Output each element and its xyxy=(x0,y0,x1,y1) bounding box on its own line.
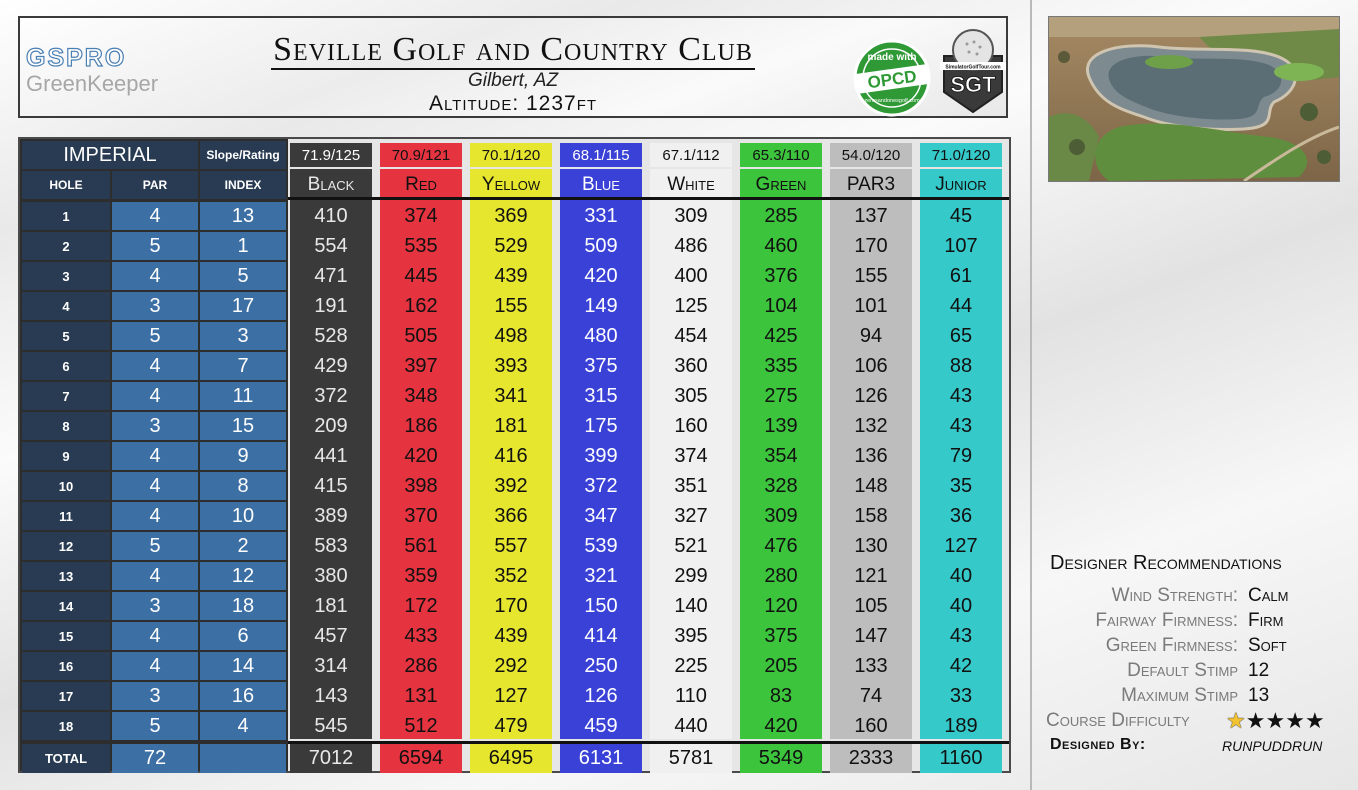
yardage-cell: 374 xyxy=(404,204,438,227)
yardage-cell: 133 xyxy=(854,654,888,677)
yardage-cell: 94 xyxy=(859,324,883,347)
yardage-cell: 583 xyxy=(314,534,348,557)
index-cell: 7 xyxy=(200,352,286,380)
difficulty-star-icon: ★ xyxy=(1245,708,1266,733)
yardage-cell: 309 xyxy=(674,204,708,227)
recommendation-value: 13 xyxy=(1248,685,1270,706)
yardage-cell: 521 xyxy=(674,534,708,557)
yardage-cell: 189 xyxy=(944,714,978,737)
scorecard-table xyxy=(18,137,1011,773)
yardage-cell: 191 xyxy=(314,294,348,317)
yardage-cell: 126 xyxy=(584,684,618,707)
index-cell: 14 xyxy=(200,652,286,680)
yardage-cell: 471 xyxy=(314,264,348,287)
yardage-cell: 45 xyxy=(949,204,973,227)
hole-number-cell: 9 xyxy=(22,442,110,470)
yardage-cell: 149 xyxy=(584,294,618,317)
yardage-cell: 83 xyxy=(769,684,793,707)
yardage-cell: 366 xyxy=(494,504,528,527)
yardage-cell: 393 xyxy=(494,354,528,377)
total-label: TOTAL xyxy=(22,744,110,773)
yardage-cell: 415 xyxy=(314,474,348,497)
yardage-cell: 441 xyxy=(314,444,348,467)
yardage-cell: 354 xyxy=(764,444,798,467)
yardage-cell: 120 xyxy=(764,594,798,617)
index-cell: 18 xyxy=(200,592,286,620)
tee-total-black: 7012 xyxy=(290,744,372,773)
tee-rating-par3: 54.0/120 xyxy=(830,143,912,167)
yardage-cell: 286 xyxy=(404,654,438,677)
yardage-cell: 107 xyxy=(944,234,978,257)
panel-divider xyxy=(1030,0,1032,790)
yardage-cell: 512 xyxy=(404,714,438,737)
yardage-cell: 280 xyxy=(764,564,798,587)
index-cell: 15 xyxy=(200,412,286,440)
tee-total-blue: 6131 xyxy=(560,744,642,773)
yardage-cell: 539 xyxy=(584,534,618,557)
yardage-cell: 275 xyxy=(764,384,798,407)
recommendation-label: Green Firmness: xyxy=(1105,635,1238,656)
tee-rating-red: 70.9/121 xyxy=(380,143,462,167)
yardage-cell: 420 xyxy=(584,264,618,287)
yardage-cell: 106 xyxy=(854,354,888,377)
difficulty-star-icon: ★ xyxy=(1265,708,1286,733)
yardage-cell: 425 xyxy=(764,324,798,347)
yardage-cell: 375 xyxy=(764,624,798,647)
yardage-cell: 172 xyxy=(404,594,438,617)
yardage-cell: 372 xyxy=(584,474,618,497)
yardage-cell: 36 xyxy=(949,504,973,527)
yardage-cell: 535 xyxy=(404,234,438,257)
tee-total-yellow: 6495 xyxy=(470,744,552,773)
recommendation-label: Default Stimp xyxy=(1127,660,1238,681)
yardage-cell: 105 xyxy=(854,594,888,617)
slope-rating-label: Slope/Rating xyxy=(200,141,286,169)
yardage-cell: 397 xyxy=(404,354,438,377)
index-column-header: INDEX xyxy=(200,171,286,199)
yardage-cell: 445 xyxy=(404,264,438,287)
yardage-cell: 554 xyxy=(314,234,348,257)
yardage-cell: 132 xyxy=(854,414,888,437)
yardage-cell: 209 xyxy=(314,414,348,437)
yardage-cell: 205 xyxy=(764,654,798,677)
yardage-cell: 410 xyxy=(314,204,348,227)
opcd-logo xyxy=(848,38,936,118)
tee-total-rule xyxy=(288,741,1009,744)
hole-number-cell: 4 xyxy=(22,292,110,320)
index-cell: 8 xyxy=(200,472,286,500)
yardage-cell: 335 xyxy=(764,354,798,377)
sgt-logo xyxy=(938,26,1008,114)
par-cell: 4 xyxy=(112,442,198,470)
par-cell: 3 xyxy=(112,592,198,620)
hole-number-cell: 15 xyxy=(22,622,110,650)
yardage-cell: 476 xyxy=(764,534,798,557)
yardage-cell: 150 xyxy=(584,594,618,617)
yardage-cell: 130 xyxy=(854,534,888,557)
yardage-cell: 439 xyxy=(494,624,528,647)
hole-number-cell: 6 xyxy=(22,352,110,380)
yardage-cell: 43 xyxy=(949,624,973,647)
yardage-cell: 347 xyxy=(584,504,618,527)
yardage-cell: 126 xyxy=(854,384,888,407)
yardage-cell: 439 xyxy=(494,264,528,287)
par-cell: 4 xyxy=(112,622,198,650)
sgt-top-text: SimulatorGolfTour.com xyxy=(945,64,1001,71)
index-cell: 11 xyxy=(200,382,286,410)
yardage-cell: 131 xyxy=(404,684,438,707)
yardage-cell: 395 xyxy=(674,624,708,647)
yardage-cell: 225 xyxy=(674,654,708,677)
yardage-cell: 42 xyxy=(949,654,973,677)
yardage-cell: 305 xyxy=(674,384,708,407)
tee-total-par3: 2333 xyxy=(830,744,912,773)
yardage-cell: 486 xyxy=(674,234,708,257)
recommendations-list xyxy=(1042,583,1342,708)
tee-name-yellow: Yellow xyxy=(481,174,541,195)
par-cell: 3 xyxy=(112,412,198,440)
yardage-cell: 127 xyxy=(944,534,978,557)
yardage-cell: 360 xyxy=(674,354,708,377)
yardage-cell: 136 xyxy=(854,444,888,467)
tee-rating-green: 65.3/110 xyxy=(740,143,822,167)
par-cell: 5 xyxy=(112,532,198,560)
yardage-cell: 479 xyxy=(494,714,528,737)
recommendations-title: Designer Recommendations xyxy=(1050,552,1282,574)
yardage-cell: 181 xyxy=(314,594,348,617)
yardage-cell: 127 xyxy=(494,684,528,707)
yardage-cell: 341 xyxy=(494,384,528,407)
tee-name-white: White xyxy=(667,174,715,195)
yardage-cell: 104 xyxy=(764,294,798,317)
hole-number-cell: 7 xyxy=(22,382,110,410)
greenkeeper-logo-text: GreenKeeper xyxy=(26,71,159,96)
opcd-top-text: made with xyxy=(867,52,917,63)
yardage-cell: 374 xyxy=(674,444,708,467)
yardage-cell: 392 xyxy=(494,474,528,497)
yardage-cell: 137 xyxy=(854,204,888,227)
hole-number-cell: 17 xyxy=(22,682,110,710)
hole-column-header: HOLE xyxy=(22,171,110,199)
hole-number-cell: 16 xyxy=(22,652,110,680)
hole-number-cell: 14 xyxy=(22,592,110,620)
tee-name-junior: Junior xyxy=(935,174,987,195)
recommendation-row xyxy=(1042,658,1342,683)
index-cell: 1 xyxy=(200,232,286,260)
yardage-cell: 321 xyxy=(584,564,618,587)
difficulty-stars xyxy=(1226,708,1325,734)
yardage-cell: 370 xyxy=(404,504,438,527)
yardage-cell: 125 xyxy=(674,294,708,317)
par-cell: 4 xyxy=(112,562,198,590)
yardage-cell: 389 xyxy=(314,504,348,527)
yardage-cell: 250 xyxy=(584,654,618,677)
tee-name-green: Green xyxy=(755,174,807,195)
yardage-cell: 416 xyxy=(494,444,528,467)
yardage-cell: 433 xyxy=(404,624,438,647)
yardage-cell: 454 xyxy=(674,324,708,347)
yardage-cell: 498 xyxy=(494,324,528,347)
yardage-cell: 315 xyxy=(584,384,618,407)
par-cell: 4 xyxy=(112,382,198,410)
yardage-cell: 369 xyxy=(494,204,528,227)
tee-rating-blue: 68.1/115 xyxy=(560,143,642,167)
yardage-cell: 376 xyxy=(764,264,798,287)
yardage-cell: 170 xyxy=(494,594,528,617)
hole-number-cell: 13 xyxy=(22,562,110,590)
tee-name-red: Red xyxy=(405,174,437,195)
par-cell: 5 xyxy=(112,232,198,260)
recommendation-value: 12 xyxy=(1248,660,1270,681)
tee-total-white: 5781 xyxy=(650,744,732,773)
yardage-cell: 101 xyxy=(854,294,888,317)
tee-total-green: 5349 xyxy=(740,744,822,773)
hole-number-cell: 3 xyxy=(22,262,110,290)
yardage-cell: 139 xyxy=(764,414,798,437)
designer-name: RUNPUDDRUN xyxy=(1222,738,1323,754)
tee-rating-junior: 71.0/120 xyxy=(920,143,1002,167)
tee-total-red: 6594 xyxy=(380,744,462,773)
yardage-cell: 372 xyxy=(314,384,348,407)
yardage-cell: 44 xyxy=(949,294,973,317)
recommendation-label: Wind Strength: xyxy=(1111,585,1238,606)
tee-rating-black: 71.9/125 xyxy=(290,143,372,167)
yardage-cell: 328 xyxy=(764,474,798,497)
difficulty-star-icon: ★ xyxy=(1226,708,1246,733)
index-cell: 5 xyxy=(200,262,286,290)
yardage-cell: 285 xyxy=(764,204,798,227)
index-cell: 16 xyxy=(200,682,286,710)
yardage-cell: 79 xyxy=(949,444,973,467)
yardage-cell: 398 xyxy=(404,474,438,497)
altitude-label: Altitude: 1237ft xyxy=(428,92,598,115)
par-cell: 4 xyxy=(112,262,198,290)
difficulty-row xyxy=(1042,708,1342,733)
yardage-cell: 529 xyxy=(494,234,528,257)
recommendation-label: Maximum Stimp xyxy=(1121,685,1238,706)
yardage-cell: 352 xyxy=(494,564,528,587)
yardage-cell: 140 xyxy=(674,594,708,617)
index-cell: 17 xyxy=(200,292,286,320)
yardage-cell: 429 xyxy=(314,354,348,377)
yardage-cell: 148 xyxy=(854,474,888,497)
hole-number-cell: 12 xyxy=(22,532,110,560)
difficulty-star-icon: ★ xyxy=(1285,708,1305,733)
hole-number-cell: 10 xyxy=(22,472,110,500)
course-aerial-photo xyxy=(1048,16,1340,182)
designed-by-label: Designed By: xyxy=(1050,736,1146,753)
yardage-cell: 186 xyxy=(404,414,438,437)
par-cell: 4 xyxy=(112,352,198,380)
yardage-cell: 440 xyxy=(674,714,708,737)
yardage-cell: 158 xyxy=(854,504,888,527)
par-cell: 4 xyxy=(112,202,198,230)
yardage-cell: 88 xyxy=(949,354,973,377)
hole-number-cell: 1 xyxy=(22,202,110,230)
yardage-cell: 331 xyxy=(584,204,618,227)
tee-name-black: Black xyxy=(307,174,355,195)
yardage-cell: 420 xyxy=(404,444,438,467)
par-cell: 3 xyxy=(112,682,198,710)
designer-recommendations xyxy=(1042,552,1342,758)
recommendation-row xyxy=(1042,608,1342,633)
opcd-bottom-text: zerosandonesgolf.com xyxy=(864,98,920,104)
hole-number-cell: 8 xyxy=(22,412,110,440)
index-cell: 6 xyxy=(200,622,286,650)
par-cell: 5 xyxy=(112,322,198,350)
yardage-cell: 460 xyxy=(764,234,798,257)
yardage-cell: 175 xyxy=(584,414,618,437)
index-cell: 12 xyxy=(200,562,286,590)
yardage-cell: 420 xyxy=(764,714,798,737)
index-cell: 9 xyxy=(200,442,286,470)
yardage-cell: 143 xyxy=(314,684,348,707)
difficulty-label: Course Difficulty xyxy=(1046,710,1190,731)
index-cell: 2 xyxy=(200,532,286,560)
par-cell: 4 xyxy=(112,472,198,500)
hole-number-cell: 18 xyxy=(22,712,110,740)
yardage-cell: 459 xyxy=(584,714,618,737)
total-index-empty xyxy=(200,744,286,773)
yardage-cell: 314 xyxy=(314,654,348,677)
yardage-cell: 35 xyxy=(949,474,973,497)
yardage-cell: 400 xyxy=(674,264,708,287)
yardage-cell: 292 xyxy=(494,654,528,677)
difficulty-star-icon: ★ xyxy=(1304,708,1325,733)
yardage-cell: 40 xyxy=(949,594,973,617)
index-cell: 13 xyxy=(200,202,286,230)
recommendation-row xyxy=(1042,583,1342,608)
club-name: Seville Golf and Country Club xyxy=(273,31,753,68)
yardage-cell: 299 xyxy=(674,564,708,587)
yardage-cell: 33 xyxy=(949,684,973,707)
recommendation-row xyxy=(1042,683,1342,708)
yardage-cell: 399 xyxy=(584,444,618,467)
par-cell: 5 xyxy=(112,712,198,740)
recommendation-value: Calm xyxy=(1248,585,1289,606)
yardage-cell: 65 xyxy=(949,324,973,347)
yardage-cell: 509 xyxy=(584,234,618,257)
yardage-cell: 110 xyxy=(675,684,707,707)
total-par: 72 xyxy=(112,744,198,773)
yardage-cell: 155 xyxy=(494,294,528,317)
hole-number-cell: 11 xyxy=(22,502,110,530)
yardage-cell: 528 xyxy=(314,324,348,347)
yardage-cell: 121 xyxy=(854,564,888,587)
recommendation-row xyxy=(1042,633,1342,658)
tee-rating-yellow: 70.1/120 xyxy=(470,143,552,167)
yardage-cell: 348 xyxy=(404,384,438,407)
yardage-cell: 155 xyxy=(854,264,888,287)
opcd-mid-text: OPCD xyxy=(866,66,918,93)
par-cell: 4 xyxy=(112,502,198,530)
yardage-cell: 327 xyxy=(674,504,708,527)
tee-header-rule xyxy=(288,197,1009,200)
hole-number-cell: 2 xyxy=(22,232,110,260)
designer-row xyxy=(1042,733,1342,758)
recommendation-value: Firm xyxy=(1248,610,1284,631)
system-label: IMPERIAL xyxy=(22,141,198,169)
index-cell: 4 xyxy=(200,712,286,740)
yardage-cell: 61 xyxy=(949,264,973,287)
course-header xyxy=(18,16,1008,118)
yardage-cell: 351 xyxy=(674,474,708,497)
tee-rating-white: 67.1/112 xyxy=(650,143,732,167)
hole-number-cell: 5 xyxy=(22,322,110,350)
par-column-header: PAR xyxy=(112,171,198,199)
yardage-cell: 359 xyxy=(404,564,438,587)
par-cell: 4 xyxy=(112,652,198,680)
club-location: Gilbert, AZ xyxy=(467,70,559,91)
gspro-logo-text: GSPRO xyxy=(26,44,127,72)
yardage-cell: 43 xyxy=(949,414,973,437)
yardage-cell: 545 xyxy=(314,714,348,737)
yardage-cell: 414 xyxy=(584,624,618,647)
yardage-cell: 480 xyxy=(584,324,618,347)
yardage-cell: 170 xyxy=(854,234,888,257)
yardage-cell: 160 xyxy=(674,414,708,437)
par-cell: 3 xyxy=(112,292,198,320)
yardage-cell: 147 xyxy=(854,624,888,647)
yardage-cell: 457 xyxy=(314,624,348,647)
yardage-cell: 375 xyxy=(584,354,618,377)
course-photo-image xyxy=(1049,17,1339,181)
yardage-cell: 74 xyxy=(859,684,883,707)
yardage-cell: 380 xyxy=(314,564,348,587)
recommendation-label: Fairway Firmness: xyxy=(1095,610,1238,631)
tee-total-junior: 1160 xyxy=(920,744,1002,773)
yardage-cell: 561 xyxy=(404,534,438,557)
index-cell: 3 xyxy=(200,322,286,350)
index-cell: 10 xyxy=(200,502,286,530)
tee-name-par3: PAR3 xyxy=(846,174,896,195)
yardage-cell: 505 xyxy=(404,324,438,347)
yardage-cell: 162 xyxy=(404,294,438,317)
yardage-cell: 557 xyxy=(494,534,528,557)
yardage-cell: 43 xyxy=(949,384,973,407)
yardage-cell: 40 xyxy=(949,564,973,587)
recommendation-value: Soft xyxy=(1248,635,1287,656)
yardage-cell: 309 xyxy=(764,504,798,527)
sgt-mid-text: SGT xyxy=(950,72,996,97)
tee-name-blue: Blue xyxy=(582,174,620,195)
yardage-cell: 160 xyxy=(854,714,888,737)
yardage-cell: 181 xyxy=(494,414,528,437)
